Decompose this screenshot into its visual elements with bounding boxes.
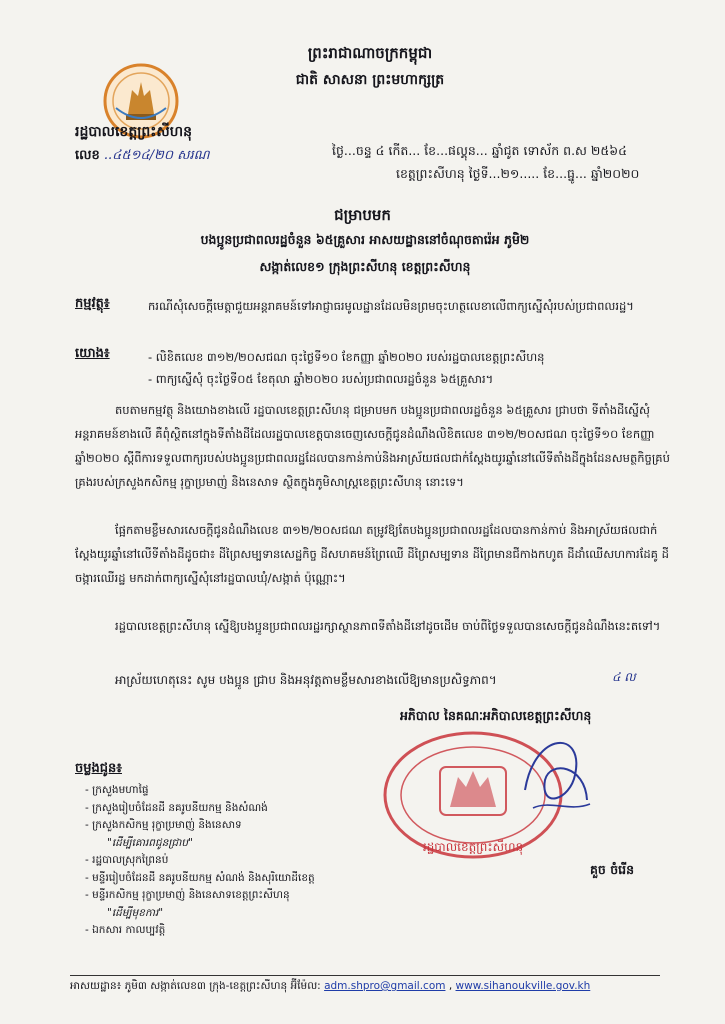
issuer-name: រដ្ឋបាលខេត្តព្រះសីហនុ <box>75 124 192 140</box>
subject-text: ករណីសុំសេចក្ដីមេត្តាជួយអន្តរាគមន៍ទៅអាជ្ញាធរមូលដ្ឋានដែលមិនព្រមចុះហត្ថលេខាលើពាក្យស្នើសុំរបស់ប្រជាពលរដ្ឋ។ <box>148 299 634 313</box>
notice-title: ជម្រាបមក <box>334 206 391 224</box>
cc-item: - រដ្ឋបាលស្រុកព្រៃនប់ <box>85 854 169 866</box>
lunar-date: ថ្ងៃ...ចន្ទ ៤ កើត... ខែ...ផល្គុន... ឆ្នាំជូត ទោស័ក ព.ស ២៥៦៤ <box>332 143 627 158</box>
cc-item: - ក្រសួងកសិកម្ម រុក្ខាប្រមាញ់ និងនេសាទ <box>85 819 242 831</box>
reference-number <box>75 147 210 166</box>
national-motto: ជាតិ សាសនា ព្រះមហាក្សត្រ <box>295 72 445 88</box>
body-paragraph-2: ផ្អែកតាមខ្លឹមសារសេចក្ដីជូនដំណឹងលេខ ៣១២/២០សជណ តម្រូវឱ្យតែបងប្អូនប្រជាពលរដ្ឋដែលបានកាន់កាប់ និងអាស្រ័យផលជាក់ស្ដែងយូរឆ្នាំនៅលើទីតាំងដីដូចជា៖ ដីព្រៃសម្បទានសេដ្ឋកិច្ច ដីសហគមន៍ព្រៃឈើ ដីព្រៃសម្បទាន ដីព្រៃមានជីកាងកហូត ដីដាំឈើសហការដែគូ ដីចង្ការឈើរដ្ឋ មកដាក់ពាក្យស្នើសុំនៅរដ្ឋបាលឃុំ/សង្កាត់ ប៉ុណ្ណោះ។ <box>75 523 669 585</box>
reference-label: យោង៖ <box>75 346 110 361</box>
footer-separator: , <box>448 980 453 992</box>
reference-item: - លិខិតលេខ ៣១២/២០សជណ ចុះថ្ងៃទី១០ ខែកញ្ញា ឆ្នាំ២០២០ របស់រដ្ឋបាលខេត្តព្រះសីហនុ <box>148 350 545 364</box>
cc-list <box>85 782 315 940</box>
kingdom-heading: ព្រះរាជាណាចក្រកម្ពុជា <box>307 44 433 62</box>
handwritten-mark: ៤ ល <box>612 670 636 684</box>
cc-label: ចម្លងជូន៖ <box>75 761 122 776</box>
cc-item: - មន្ទីររៀបចំដែនដី នគរូបនីយកម្ម សំណង់ និងសុរិយោដីខេត្ត <box>85 871 315 884</box>
recipient-line-1: បងប្អូនប្រជាពលរដ្ឋចំនួន ៦៥គ្រួសារ អាសយដ្ឋាននៅចំណុចតារ៉េអ ភូមិ២ <box>200 232 530 247</box>
seal-text: រដ្ឋបាលខេត្តព្រះសីហនុ <box>422 840 524 854</box>
solar-date: ខេត្តព្រះសីហនុ ថ្ងៃទី...២១..... ខែ...ធ្នូ... ឆ្នាំ២០២០ <box>396 166 640 181</box>
body-paragraph-3: រដ្ឋបាលខេត្តព្រះសីហនុ ស្នើឱ្យបងប្អូនប្រជាពលរដ្ឋរក្សាស្ថានភាពទីតាំងដីនៅដូចដើម ចាប់ពីថ្ងៃទទួលបានសេចក្ដីជូនដំណឹងនេះតទៅ។ <box>115 619 661 633</box>
handwritten-signature <box>515 720 595 830</box>
cc-item: - ក្រសួងមហាផ្ទៃ <box>85 784 149 796</box>
body-paragraph-1: តបតាមកម្មវត្ថុ និងយោងខាងលើ រដ្ឋបាលខេត្តព្រះសីហនុ ជម្រាបមក បងប្អូនប្រជាពលរដ្ឋចំនួន ៦៥គ្រួសារ ជ្រាបថា ទីតាំងដីស្នើសុំអន្តរាគមន៍ខាងលើ គឺពុំស្ថិតនៅក្នុងទីតាំងដីដែលរដ្ឋបាលខេត្តបានចេញសេចក្ដីជូនដំណឹងលិខិតលេខ ៣១២/២០សជណ ចុះថ្ងៃទី១០ ខែកញ្ញា ឆ្នាំ២០២០ ស្ដីពីការទទួលពាក្យរបស់បងប្អូនប្រជាពលរដ្ឋដែលបានកាន់កាប់និងអាស្រ័យផលជាក់ស្ដែងយូរឆ្នាំនៅលើទីតាំងដីក្នុងដែនសមត្ថកិច្ចគ្រប់គ្រងរបស់ក្រសួងកសិកម្ម រុក្ខាប្រមាញ់ និងនេសាទ ស្ថិតក្នុងភូមិសាស្ត្រខេត្តព្រះសីហនុ នោះទេ។ <box>75 403 670 489</box>
cc-item: - ឯកសារ កាលប្បវត្តិ <box>85 924 166 936</box>
cc-item: - មន្ទីរកសិកម្ម រុក្ខាប្រមាញ់ និងនេសាទខេត្តព្រះសីហនុ <box>85 889 290 901</box>
reference-list <box>148 346 678 390</box>
ref-value: ..៤៥១៤/២០ សរណ <box>103 148 210 163</box>
closing-sentence: អាស្រ័យហេតុនេះ សូម បងប្អូន ជ្រាប និងអនុវត្តតាមខ្លឹមសារខាងលើឱ្យមានប្រសិទ្ធភាព។ <box>115 673 497 687</box>
footer-divider <box>70 975 660 976</box>
cc-item: "ដើម្បីមុខការ" <box>107 906 164 919</box>
signatory-name: គួច ចំរើន <box>590 862 635 877</box>
signatory-title: អភិបាល នៃគណៈអភិបាលខេត្តព្រះសីហនុ <box>400 708 592 723</box>
cc-item: - ក្រសួងរៀបចំដែនដី នគរូបនីយកម្ម និងសំណង់ <box>85 801 268 814</box>
cc-item: "ដើម្បីគោរពជូនជ្រាប" <box>107 836 193 849</box>
subject-label: កម្មវត្ថុ៖ <box>75 296 110 311</box>
footer-website-link[interactable]: www.sihanoukville.gov.kh <box>455 980 591 992</box>
footer-email-link[interactable]: adm.shpro@gmail.com <box>324 980 446 992</box>
reference-item: - ពាក្យស្នើសុំ ចុះថ្ងៃទី០៥ ខែតុលា ឆ្នាំ២០២០ របស់ប្រជាពលរដ្ឋចំនួន ៦៥គ្រួសារ។ <box>148 372 494 386</box>
footer <box>70 980 670 995</box>
footer-address: អាសយដ្ឋាន៖ ភូមិ៣ សង្កាត់លេខ៣ ក្រុង-ខេត្តព្រះសីហនុ អ៊ីម៉ែល: <box>70 980 321 992</box>
ref-label: លេខ <box>75 148 100 163</box>
recipient-line-2: សង្កាត់លេខ១ ក្រុងព្រះសីហនុ ខេត្តព្រះសីហនុ <box>259 259 471 274</box>
